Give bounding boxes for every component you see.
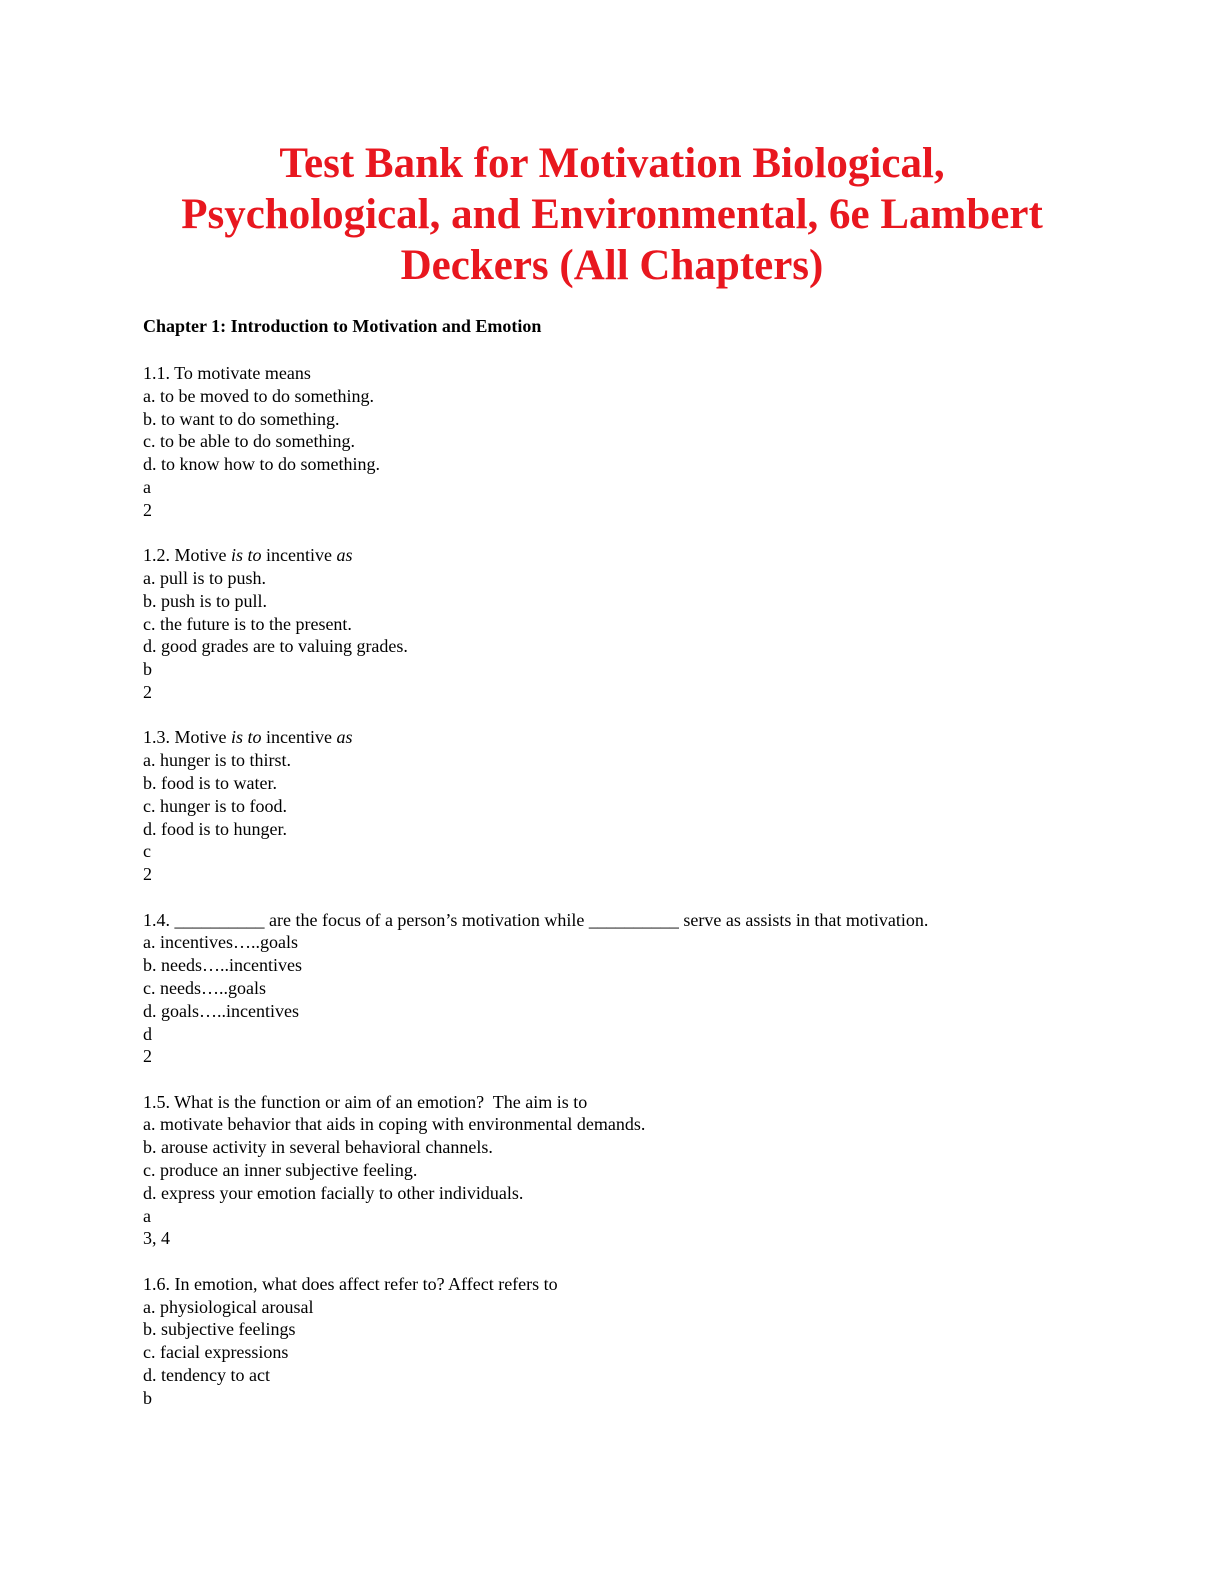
- answer-option-b: b. push is to pull.: [143, 590, 268, 611]
- answer-option-a: a. to be moved to do something.: [143, 385, 374, 406]
- correct-answer: d: [143, 1023, 152, 1044]
- stem-italic: is to: [231, 727, 262, 748]
- answer-option-b: b. subjective feelings: [143, 1319, 296, 1340]
- answer-option-c: c. needs…..goals: [143, 977, 266, 998]
- page-reference: 2: [143, 499, 152, 520]
- answer-option-c: c. the future is to the present.: [143, 613, 352, 634]
- title-line: Test Bank for Motivation Biological,: [279, 140, 945, 187]
- answer-option-c: c. hunger is to food.: [143, 795, 287, 816]
- answer-option-a: a. pull is to push.: [143, 567, 267, 588]
- answer-option-b: b. needs…..incentives: [143, 955, 302, 976]
- question-1-4: [143, 909, 1143, 1069]
- question-list: [143, 362, 1143, 1432]
- answer-option-b: b. to want to do something.: [143, 408, 340, 429]
- answer-option-a: a. hunger is to thirst.: [143, 750, 291, 771]
- correct-answer: c: [143, 841, 151, 862]
- answer-option-a: a. physiological arousal: [143, 1296, 314, 1317]
- answer-option-c: c. to be able to do something.: [143, 431, 355, 452]
- chapter-heading: Chapter 1: Introduction to Motivation and Emotion: [143, 316, 542, 336]
- answer-option-c: c. produce an inner subjective feeling.: [143, 1160, 418, 1181]
- question-stem: 1.1. To motivate means: [143, 363, 311, 383]
- stem-text: 1.2. Motive: [143, 545, 231, 566]
- question-1-5: [143, 1091, 1143, 1251]
- question-stem: [143, 544, 1143, 567]
- stem-text: incentive: [261, 545, 337, 566]
- document-title: [100, 138, 1124, 291]
- answer-option-d: d. good grades are to valuing grades.: [143, 636, 408, 657]
- answer-option-a: a. incentives…..goals: [143, 932, 298, 953]
- answer-option-d: d. tendency to act: [143, 1365, 270, 1386]
- correct-answer: a: [143, 476, 151, 497]
- answer-option-d: d. to know how to do something.: [143, 454, 380, 475]
- stem-text: 1.3. Motive: [143, 727, 231, 748]
- answer-option-b: b. arouse activity in several behavioral channels.: [143, 1137, 493, 1158]
- stem-italic: as: [336, 545, 353, 566]
- page-reference: 2: [143, 1046, 152, 1067]
- question-stem: [143, 726, 1143, 749]
- answer-option-d: d. express your emotion facially to other individuals.: [143, 1182, 524, 1203]
- title-line: Deckers (All Chapters): [400, 242, 824, 289]
- answer-option-a: a. motivate behavior that aids in coping with environmental demands.: [143, 1114, 646, 1135]
- title-line: Psychological, and Environmental, 6e Lambert: [181, 191, 1043, 238]
- correct-answer: b: [143, 1387, 152, 1408]
- page-reference: 2: [143, 864, 152, 885]
- question-stem: 1.6. In emotion, what does affect refer to? Affect refers to: [143, 1273, 558, 1294]
- page-reference: 2: [143, 681, 152, 702]
- answer-option-d: d. food is to hunger.: [143, 818, 287, 839]
- question-1-6: [143, 1273, 1143, 1410]
- answer-option-d: d. goals…..incentives: [143, 1000, 299, 1021]
- correct-answer: b: [143, 659, 152, 680]
- answer-option-b: b. food is to water.: [143, 772, 277, 793]
- question-1-3: [143, 726, 1143, 886]
- question-stem: 1.4. __________ are the focus of a person’s motivation while __________ serve as assists in that motivation.: [143, 909, 929, 930]
- question-1-2: [143, 544, 1143, 704]
- correct-answer: a: [143, 1205, 151, 1226]
- question-stem: 1.5. What is the function or aim of an emotion? The aim is to: [143, 1091, 588, 1112]
- page-reference: 3, 4: [143, 1228, 170, 1249]
- answer-option-c: c. facial expressions: [143, 1342, 289, 1363]
- stem-text: incentive: [261, 727, 337, 748]
- question-1-1: [143, 362, 1143, 522]
- stem-italic: is to: [231, 545, 262, 566]
- stem-italic: as: [336, 727, 353, 748]
